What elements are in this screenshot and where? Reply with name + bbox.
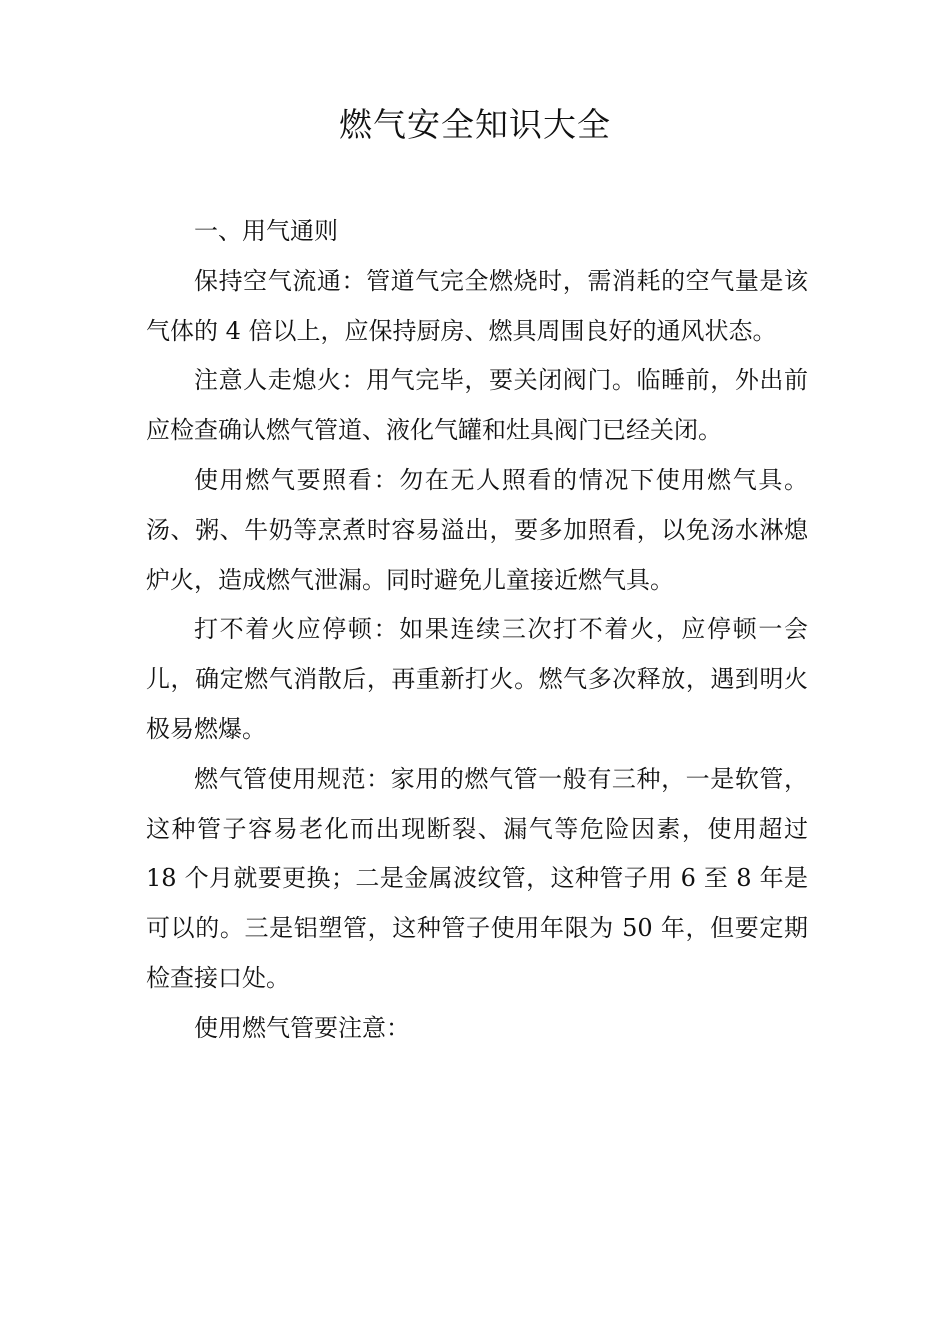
paragraph-turn-off: 注意人走熄火：用气完毕，要关闭阀门。临睡前，外出前应检查确认燃气管道、液化气罐和灶具阀门已经关闭。: [146, 366, 808, 445]
section-heading: 一、用气通则: [194, 217, 338, 245]
document-title: 燃气安全知识大全: [339, 105, 611, 144]
paragraph-hose-notes: 使用燃气管要注意：: [194, 1013, 410, 1042]
paragraph-gas-hose: 燃气管使用规范：家用的燃气管一般有三种，一是软管，这种管子容易老化而出现断裂、漏气等危险因素，使用超过 18 个月就要更换；二是金属波纹管，这种管子用 6 至 8 年是可以的。三是铝塑管，这种管子使用年限为 50 年，但要定期检查接口处。: [146, 764, 808, 992]
paragraph-ventilation: 保持空气流通：管道气完全燃烧时，需消耗的空气量是该气体的 4 倍以上，应保持厨房、燃具周围良好的通风状态。: [146, 266, 808, 345]
paragraph-ignition: 打不着火应停顿：如果连续三次打不着火，应停顿一会儿，确定燃气消散后，再重新打火。燃气多次释放，遇到明火极易燃爆。: [146, 615, 808, 743]
paragraph-supervise: 使用燃气要照看：勿在无人照看的情况下使用燃气具。汤、粥、牛奶等烹煮时容易溢出，要多加照看，以免汤水淋熄炉火，造成燃气泄漏。同时避免儿童接近燃气具。: [146, 465, 808, 594]
document-body: [146, 207, 808, 1054]
